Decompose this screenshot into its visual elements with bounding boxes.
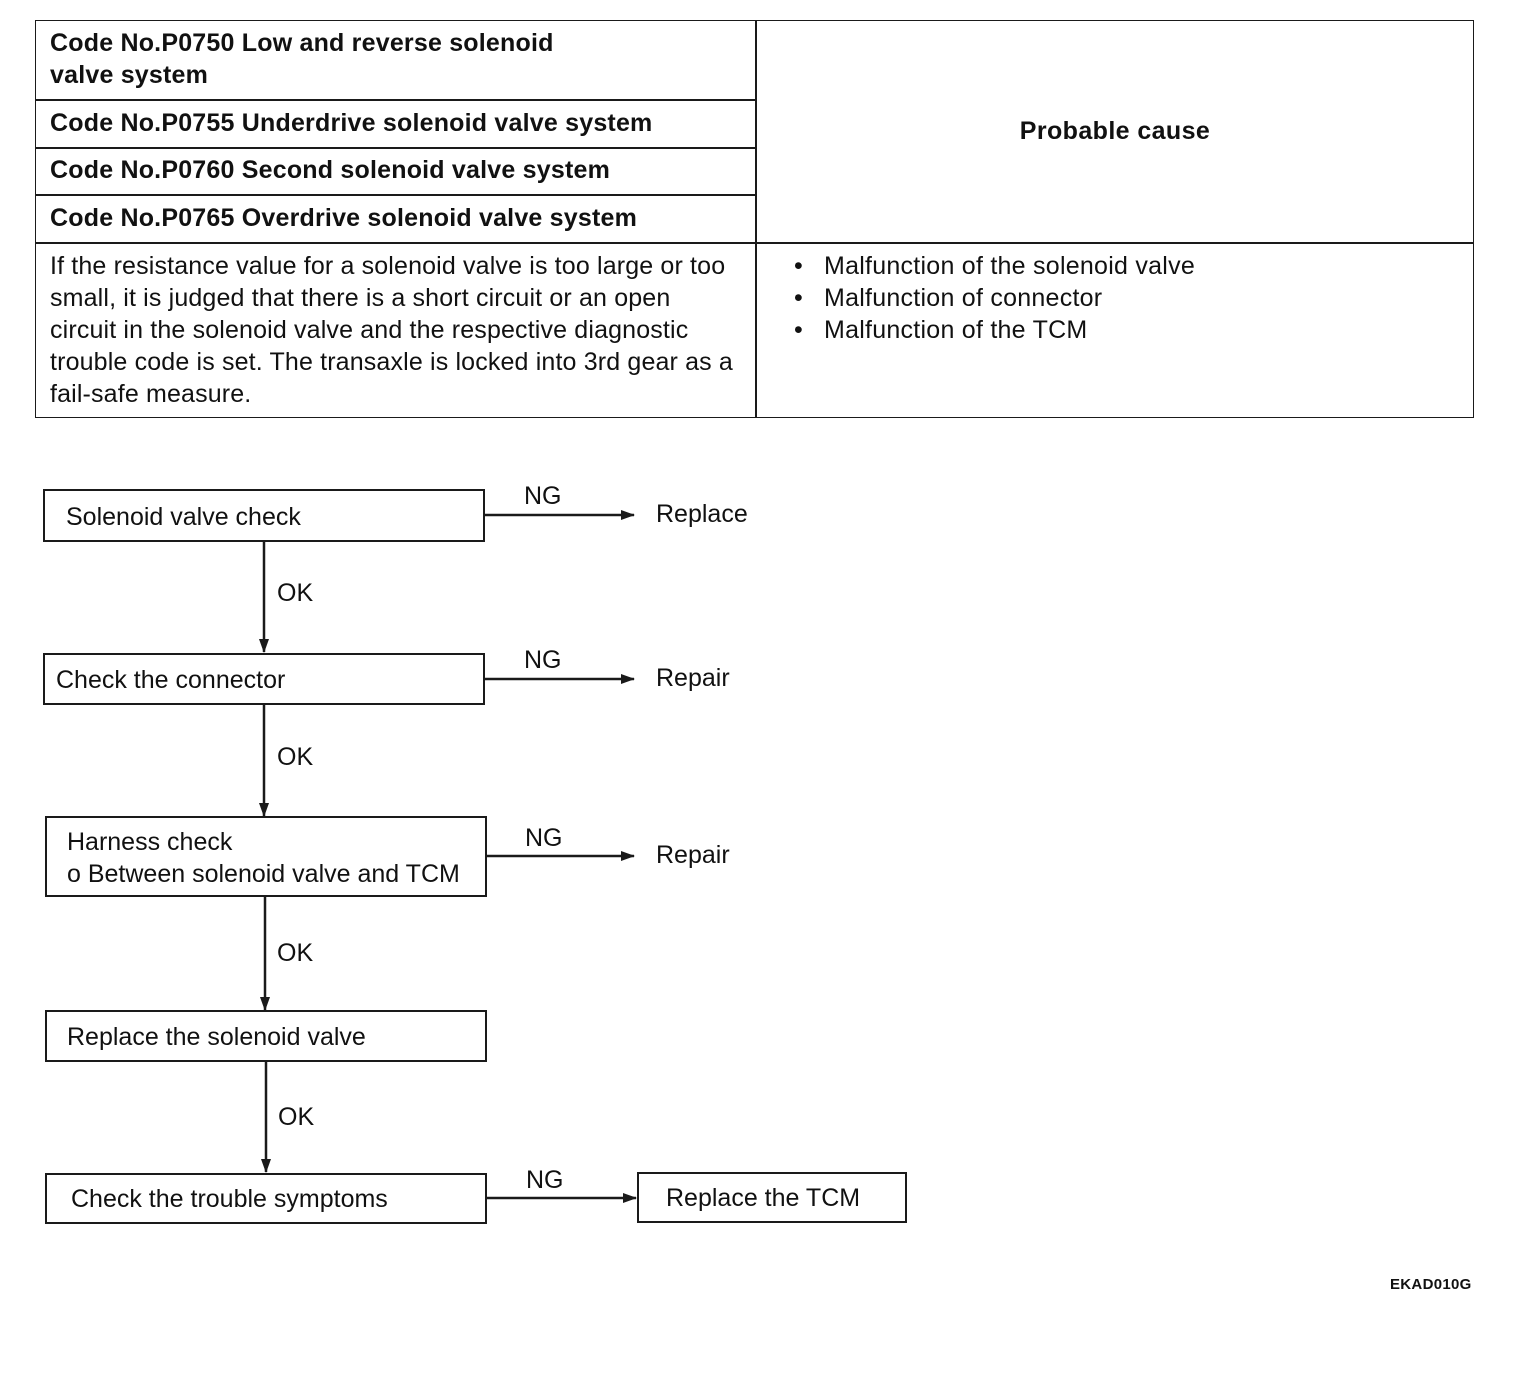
- step-check-connector: [43, 653, 485, 705]
- action-replace: Replace: [656, 500, 748, 528]
- ok-label: OK: [277, 939, 314, 967]
- code-p0750-line2: valve system: [50, 61, 209, 89]
- step-label: Check the trouble symptoms: [71, 1185, 388, 1213]
- ok-label: OK: [278, 1103, 315, 1131]
- step-label: Solenoid valve check: [66, 503, 301, 531]
- ok-label: OK: [277, 743, 314, 771]
- code-description: If the resistance value for a solenoid valve is too large or too small, it is judged that there is a short circuit or an open circuit in the solenoid valve and the respective diagnostic trouble code is set. The transaxle is locked into 3rd gear as a fail-safe measure.: [50, 252, 733, 408]
- step-check-trouble-symptoms: [45, 1173, 487, 1224]
- action-label: Replace the TCM: [666, 1184, 861, 1212]
- step-solenoid-valve-check: [43, 489, 485, 542]
- code-p0760: Code No.P0760 Second solenoid valve system: [50, 156, 610, 184]
- ng-label: NG: [526, 1166, 564, 1194]
- ng-label: NG: [524, 646, 562, 674]
- code-p0755: Code No.P0755 Underdrive solenoid valve system: [50, 109, 653, 137]
- code-p0750-line1: Code No.P0750 Low and reverse solenoid: [50, 29, 554, 57]
- code-p0765: Code No.P0765 Overdrive solenoid valve system: [50, 204, 638, 232]
- step-label: Replace the solenoid valve: [67, 1023, 366, 1051]
- cause-item-text: Malfunction of the TCM: [824, 316, 1088, 344]
- step-harness-check: [45, 816, 487, 897]
- bullet-icon: •: [794, 284, 804, 312]
- bullet-icon: •: [794, 316, 804, 344]
- ng-label: NG: [524, 482, 562, 510]
- cause-item-text: Malfunction of connector: [824, 284, 1103, 312]
- step-replace-solenoid-valve: [45, 1010, 487, 1062]
- probable-cause-header: Probable cause: [1019, 117, 1211, 145]
- step-label-line2: o Between solenoid valve and TCM: [67, 860, 460, 888]
- action-repair: Repair: [656, 841, 730, 869]
- cause-item-text: Malfunction of the solenoid valve: [824, 252, 1195, 280]
- figure-code: EKAD010G: [1390, 1276, 1472, 1293]
- ok-label: OK: [277, 579, 314, 607]
- step-label-line1: Harness check: [67, 828, 233, 856]
- step-label: Check the connector: [56, 666, 286, 694]
- action-repair: Repair: [656, 664, 730, 692]
- action-replace-tcm: [637, 1172, 907, 1223]
- bullet-icon: •: [794, 252, 804, 280]
- ng-label: NG: [525, 824, 563, 852]
